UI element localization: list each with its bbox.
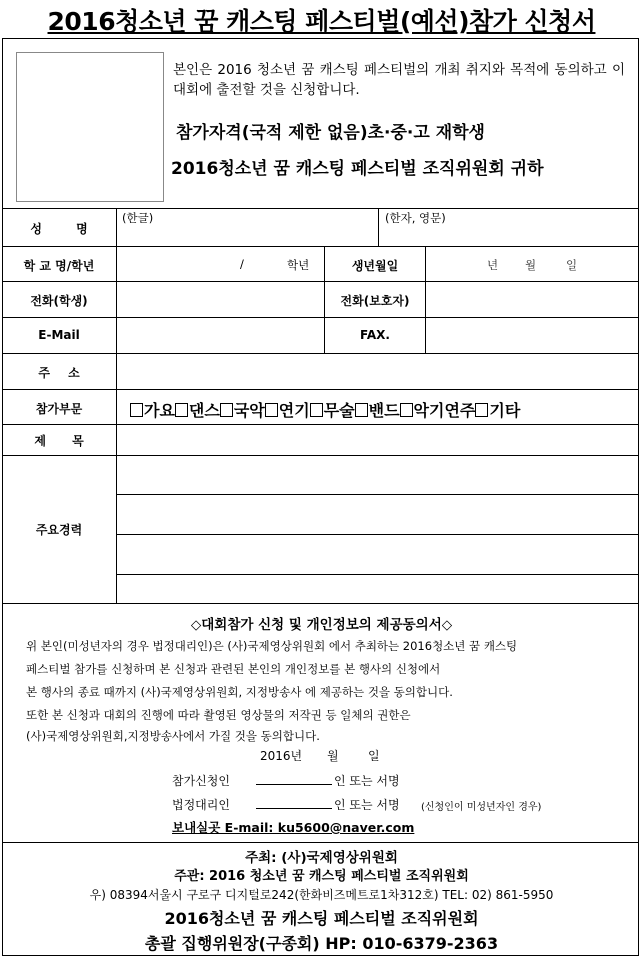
address-label: 주 소 <box>38 366 80 380</box>
intro-text: 본인은 2016 청소년 꿈 캐스팅 페스티벌의 개최 취지와 목적에 동의하고 이 대회에 출전할 것을 신청합니다. <box>173 62 625 98</box>
birth-day-unit: 일 <box>566 258 578 272</box>
category-checkbox[interactable]: 무술 <box>310 401 355 420</box>
career-label: 주요경력 <box>35 523 83 537</box>
consent-line: 페스티벌 참가를 신청하며 본 신청과 관련된 본인의 개인정보를 본 행사의 신청에서 <box>26 662 441 676</box>
checkbox-icon <box>400 403 413 417</box>
name-hanja-field[interactable] <box>379 209 638 245</box>
song-title-field[interactable] <box>117 425 638 454</box>
applicant-label: 참가신청인 <box>172 774 230 788</box>
guardian-note: (신청인이 미성년자인 경우) <box>421 802 542 813</box>
checkbox-icon <box>175 403 188 417</box>
career-field[interactable] <box>117 456 638 602</box>
footer-organizer: 주관: 2016 청소년 꿈 캐스팅 페스티벌 조직위원회 <box>174 869 469 884</box>
birth-field[interactable] <box>426 247 638 280</box>
checkbox-icon <box>475 403 488 417</box>
birth-label: 생년월일 <box>351 259 399 273</box>
phone-guardian-field[interactable] <box>426 282 638 316</box>
applicant-signature-field[interactable] <box>256 784 332 785</box>
form-title: 2016청소년 꿈 캐스팅 페스티벌(예선)참가 신청서 <box>47 7 596 36</box>
email-label: E-Mail <box>38 328 80 342</box>
consent-date-day: 일 <box>368 749 380 763</box>
consent-line: (사)국제영상위원회,지정방송사에서 가질 것을 동의합니다. <box>26 729 320 743</box>
category-checkbox[interactable]: 국악 <box>220 401 265 420</box>
guardian-label: 법정대리인 <box>172 798 230 812</box>
guardian-suffix: 인 또는 서명 <box>334 798 400 812</box>
grade-slash: / <box>240 257 244 271</box>
name-hanja-hint: (한자, 영문) <box>385 211 446 225</box>
birth-year-unit: 년 <box>487 258 499 272</box>
phone-student-label: 전화(학생) <box>30 294 88 308</box>
send-email: 보내실곳 E-mail: ku5600@naver.com <box>172 820 415 835</box>
checkbox-icon <box>220 403 233 417</box>
category-checkbox[interactable]: 가요 <box>130 401 175 420</box>
category-label: 참가부문 <box>35 402 83 416</box>
song-title-label: 제 목 <box>34 434 84 448</box>
school-label: 학 교 명/학년 <box>23 259 95 273</box>
email-field[interactable] <box>117 318 323 352</box>
footer-committee: 2016청소년 꿈 캐스팅 페스티벌 조직위원회 <box>164 909 479 928</box>
footer-director: 총괄 집행위원장(구종회) HP: 010-6379-2363 <box>144 934 499 953</box>
consent-line: 본 행사의 종료 때까지 (사)국제영상위원회, 지정방송사 에 제공하는 것을 동의합니다. <box>26 685 453 699</box>
category-options <box>130 398 520 421</box>
qualification-text: 참가자격(국적 제한 없음)초·중·고 재학생 <box>176 123 485 143</box>
name-label: 성 명 <box>30 222 88 236</box>
category-checkbox[interactable]: 악기연주 <box>400 401 476 420</box>
checkbox-icon <box>265 403 278 417</box>
phone-guardian-label: 전화(보호자) <box>340 294 410 308</box>
address-field[interactable] <box>117 354 638 388</box>
applicant-suffix: 인 또는 서명 <box>334 774 400 788</box>
birth-month-unit: 월 <box>525 258 537 272</box>
row-divider <box>2 842 639 843</box>
consent-line: 또한 본 신청과 대회의 진행에 따라 촬영된 영상물의 저작권 등 일체의 권한은 <box>26 708 411 722</box>
photo-box[interactable] <box>16 52 164 202</box>
guardian-signature-field[interactable] <box>256 808 332 809</box>
phone-student-field[interactable] <box>117 282 323 316</box>
category-checkbox[interactable]: 연기 <box>265 401 310 420</box>
footer-address: 우) 08394서울시 구로구 디지털로242(한화비즈메트로1차312호) TEL: 02) 861-5950 <box>89 888 554 902</box>
fax-label: FAX. <box>360 328 390 342</box>
row-divider <box>2 603 639 604</box>
consent-date-year: 2016년 <box>260 749 303 763</box>
addressee-text: 2016청소년 꿈 캐스팅 페스티벌 조직위원회 귀하 <box>171 159 544 179</box>
consent-title: ◇대회참가 신청 및 개인정보의 제공동의서◇ <box>190 617 453 633</box>
consent-date-month: 월 <box>327 749 339 763</box>
school-field[interactable] <box>117 247 323 280</box>
consent-line: 위 본인(미성년자의 경우 법정대리인)은 (사)국제영상위원회 에서 추최하는 2016청소년 꿈 캐스팅 <box>26 639 518 653</box>
name-korean-hint: (한글) <box>122 211 154 225</box>
category-checkbox[interactable]: 댄스 <box>175 401 220 420</box>
name-korean-field[interactable] <box>117 209 377 245</box>
footer-host: 주최: (사)국제영상위원회 <box>245 850 398 866</box>
checkbox-icon <box>130 403 143 417</box>
row-divider <box>2 389 639 390</box>
grade-unit: 학년 <box>287 258 310 272</box>
fax-field[interactable] <box>426 318 638 352</box>
checkbox-icon <box>355 403 368 417</box>
checkbox-icon <box>310 403 323 417</box>
category-checkbox[interactable]: 기타 <box>475 401 520 420</box>
category-checkbox[interactable]: 밴드 <box>355 401 400 420</box>
